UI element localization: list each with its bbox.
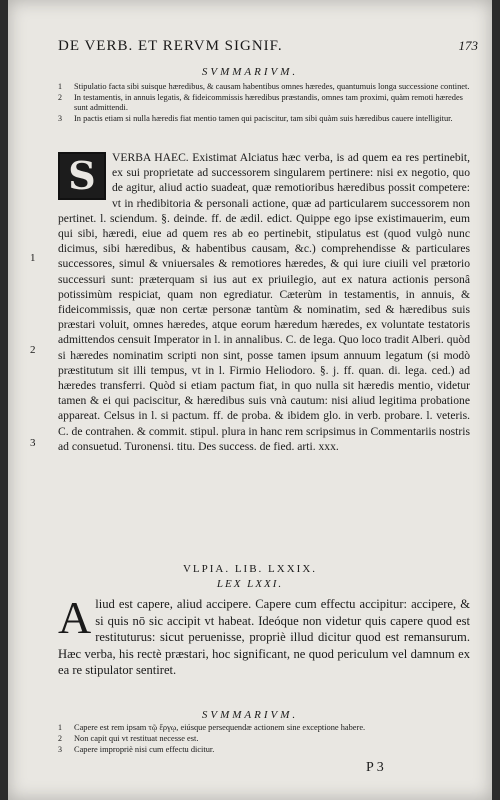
margin-number: 2 (30, 344, 36, 356)
summarium-heading: SVMMARIVM. (201, 709, 299, 721)
main-paragraph (58, 150, 470, 454)
item-text: Non capit qui vt restituat necesse est. (74, 734, 199, 743)
summarium-item (58, 745, 470, 755)
item-text: Capere impropriè nisi cum effectu dicitur. (74, 745, 215, 754)
margin-number: 1 (30, 252, 36, 264)
item-number: 2 (58, 734, 62, 743)
law-title: VLPIA. LIB. LXXIX. (182, 563, 318, 575)
item-number: 2 (58, 93, 62, 102)
initial-letter: A (58, 592, 92, 643)
summarium-item (58, 734, 470, 744)
margin-number: 3 (30, 437, 36, 449)
law-paragraph-text: liud est capere, aliud accipere. Capere cum effectu accipitur: accipere, & si quis nō sic accipit vt habeat. Ideóque non videtur quis capere quod est restituturus: sicut peruenisse, propriè illud dicitur quod est remansurum. Hæc verba, his rectè præstari, hoc significant, ne quod periculum vel damnum ex ea re stipulator sentiret. (58, 597, 470, 678)
summarium-list (58, 82, 470, 125)
item-text: Stipulatio facta sibi suisque hæredibus, & causam habentibus omnes hæredes, quantumuis longa successione continet. (74, 82, 470, 91)
page-header (58, 38, 478, 58)
page-number: 173 (458, 38, 478, 53)
summarium-item (58, 723, 470, 733)
item-number: 3 (58, 114, 62, 123)
item-number: 3 (58, 745, 62, 754)
item-number: 1 (58, 82, 62, 91)
summarium-list (58, 723, 470, 756)
item-text: In testamentis, in annuis legatis, & fideicommissis hæredibus præstandis, omnes tam proximi, quàm remoti hæredes sunt admittendi. (74, 93, 463, 112)
item-number: 1 (58, 723, 62, 732)
decorated-initial: S (58, 152, 106, 200)
item-text: In pactis etiam si nulla hæredis fiat mentio tamen qui paciscitur, tam sibi quàm suis hæredibus cauere intelligitur. (74, 114, 453, 123)
summarium-item (58, 114, 470, 124)
item-text: Capere est rem ipsam τῷ ἔργῳ, eiúsque persequendæ actionem sine exceptione habere. (74, 723, 366, 732)
law-subtitle: LEX LXXI. (216, 578, 284, 590)
summarium-heading: SVMMARIVM. (201, 66, 299, 78)
signature-mark: P 3 (366, 760, 384, 775)
summarium-item (58, 93, 470, 113)
summarium-item (58, 82, 470, 92)
law-paragraph (58, 592, 470, 679)
main-paragraph-text: VERBA HAEC. Existimat Alciatus hæc verba, is ad quem ea res pertinebit, ex sui proprietate ad successorem singularem pertinere: nisi ex negotio, quo de agitur, aliud actio suadeat, quæ remotioribus hæredibus possit competere: vt in rhedibitoria & personali actione, quæ ad particularem successorem non pertinet. l. sciendum. §. deinde. ff. de ædil. edict. Quippe ego ipse existimauerim, eum qui sibi, hæredi, eiue ad quem res ab eo pertinebit, stipulatus est (quod vulgò nunc dicimus, sibi hæredibus, & habentibus causam, &c.) comprehendisse & particulares successores, simul & vniuersales & remotiores hæredes, & qui iure ciuili vel prætorio successuri sunt: præterquam si ius aut ex priuilegio, aut ex natura actionis personâ potissimùm respiciat, quam non egrediatur. Cæterùm in testamentis, in annuis, & fideicommissis, quæ non certæ personæ tantùm & nominatim, sed & hæredibus suis præstari voluit, omnes hæredes, atque eorum hæredum hæredes, ex voluntate testatoris admittendos censuit Imperator in l. in annalibus. C. de lega. Quo loco tradit Alberi. quòd si hæredes nominatim scripti non sint, posse tamen ipsum annuum legatum (si modò præstitutum sit illi tempus, vt in l. Firmio Heliodoro. §. j. ff. quan. di. lega. ced.) ad hæredes transferri. Quòd si etiam pactum fiat, in quo nulla sit hæredis mentio, videtur tamen & ei qui paciscitur, & hæredibus suis vnà cautum: nisi aliud legitima probatione appareat. Celsus in l. si pactum. ff. de proba. & ibidem glo. in verb. probare. l. veteris. C. de contrahen. & commit. stipul. plura in hanc rem scripsimus in Commentariis nostris ad consuetud. Turonensi. titu. Des success. de fied. arti. xxx. (58, 151, 470, 453)
running-head: DE VERB. ET RERVM SIGNIF. (58, 38, 283, 54)
book-page (8, 0, 492, 800)
